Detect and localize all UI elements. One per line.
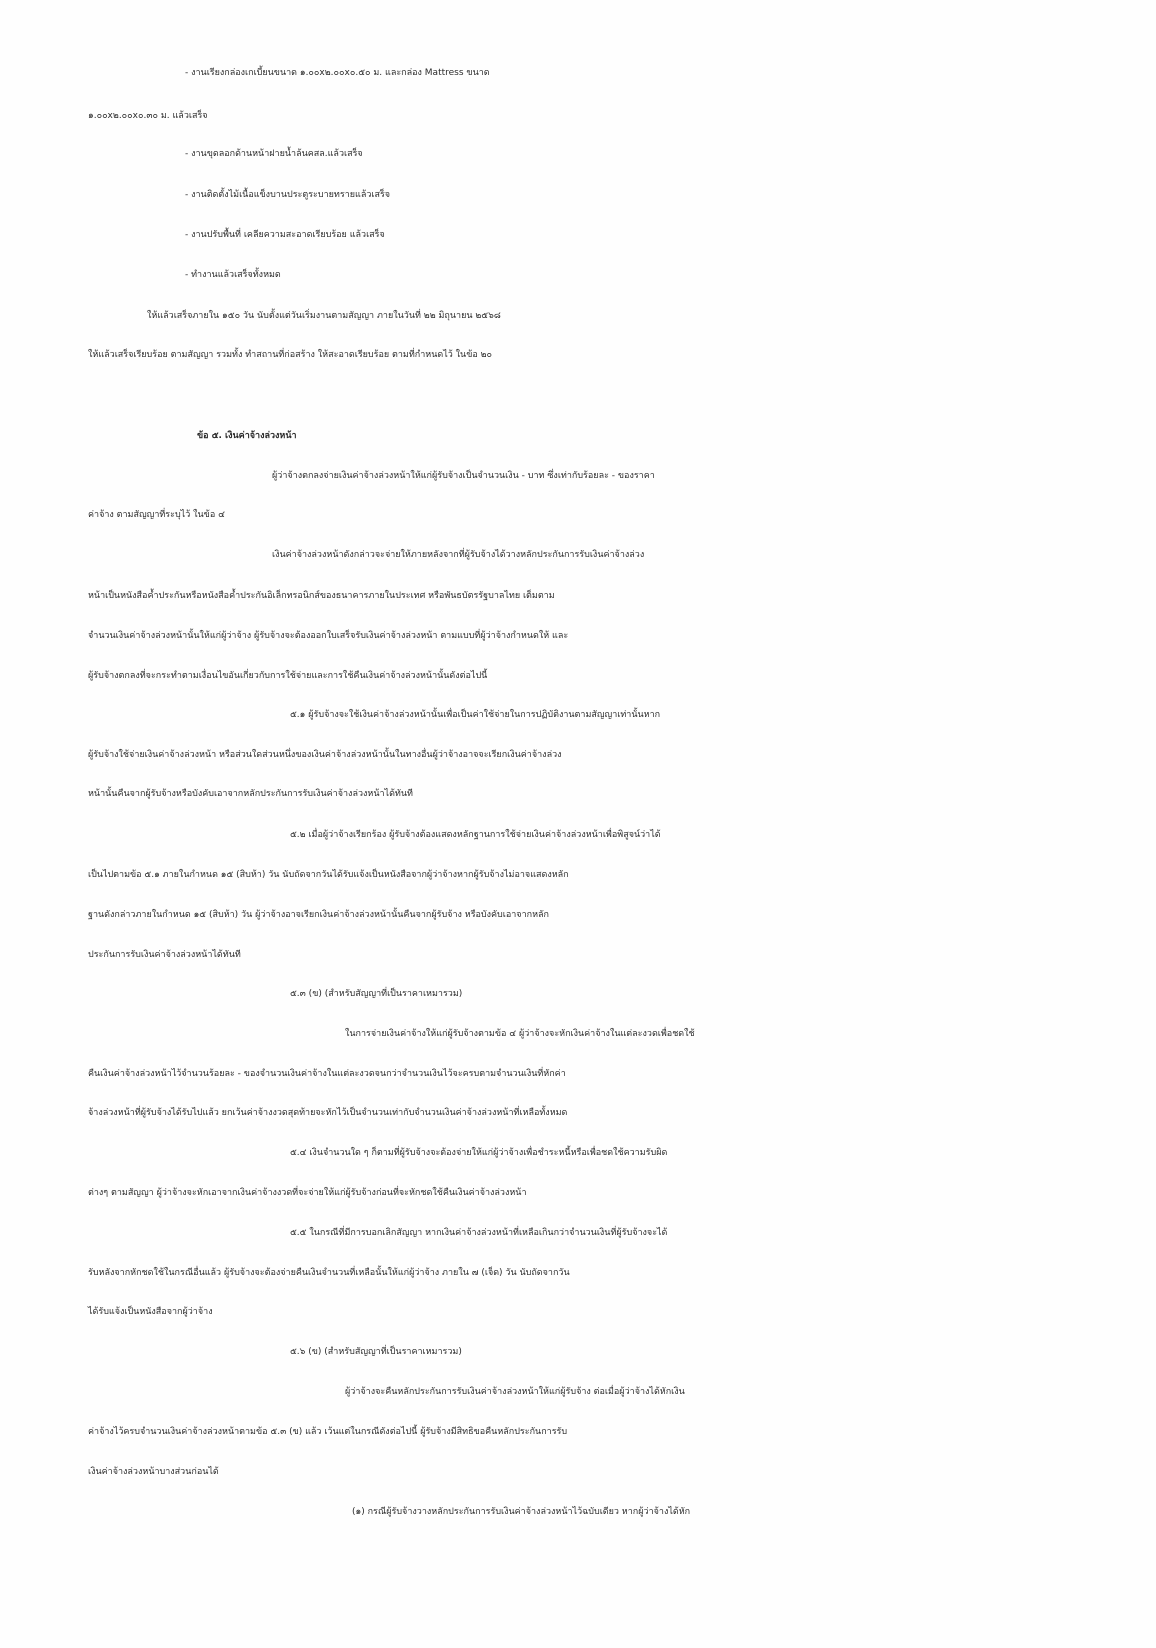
text-line: ประกันการรับเงินค่าจ้างล่วงหน้าได้ทันที xyxy=(88,950,241,960)
text-line: หน้าเป็นหนังสือค้ำประกันหรือหนังสือค้ำประกันอิเล็กทรอนิกส์ของธนาคารภายในประเทศ หรือพันธบัตรรัฐบาลไทย เต็มตาม xyxy=(88,591,555,601)
text-line: ผู้รับจ้างตกลงที่จะกระทำตามเงื่อนไขอันเกี่ยวกับการใช้จ่ายและการใช้คืนเงินค่าจ้างล่วงหน้านั้นดังต่อไปนี้ xyxy=(88,671,488,681)
text-line: ให้แล้วเสร็จภายใน ๑๕๐ วัน นับตั้งแต่วันเริ่มงานตามสัญญา ภายในวันที่ ๒๒ มิถุนายน ๒๕๖๘ xyxy=(147,311,501,321)
text-line: หน้านั้นคืนจากผู้รับจ้างหรือบังคับเอาจากหลักประกันการรับเงินค่าจ้างล่วงหน้าได้ทันที xyxy=(88,789,413,799)
text-line: เป็นไปตามข้อ ๕.๑ ภายในกำหนด ๑๕ (สิบห้า) วัน นับถัดจากวันได้รับแจ้งเป็นหนังสือจากผู้ว่าจ้างหากผู้รับจ้างไม่อาจแสดงหลัก xyxy=(88,870,569,880)
text-line: (๑) กรณีผู้รับจ้างวางหลักประกันการรับเงินค่าจ้างล่วงหน้าไว้ฉบับเดียว หากผู้ว่าจ้างได้หัก xyxy=(352,1507,691,1517)
text-line: เงินค่าจ้างล่วงหน้าดังกล่าวจะจ่ายให้ภายหลังจากที่ผู้รับจ้างได้วางหลักประกันการรับเงินค่าจ้างล่วง xyxy=(272,550,645,560)
text-line: คืนเงินค่าจ้างล่วงหน้าไว้จำนวนร้อยละ - ของจำนวนเงินค่าจ้างในแต่ละงวดจนกว่าจำนวนเงินไว้จะครบตามจำนวนเงินที่หักค่า xyxy=(88,1069,566,1079)
text-line: ค่าจ้าง ตามสัญญาที่ระบุไว้ ในข้อ ๔ xyxy=(88,510,225,520)
text-line: - งานเรียงกล่องเกเบี้ยนขนาด ๑.๐๐x๒.๐๐x๐.๕๐ ม. และกล่อง Mattress ขนาด xyxy=(185,68,490,78)
text-line: - งานติดตั้งไม้เนื้อแข็งบานประตูระบายทรายแล้วเสร็จ xyxy=(185,190,391,200)
text-line: จ้างล่วงหน้าที่ผู้รับจ้างได้รับไปแล้ว ยกเว้นค่าจ้างงวดสุดท้ายจะหักไว้เป็นจำนวนเท่ากับจำนวนเงินค่าจ้างล่วงหน้าที่เหลือทั้งหมด xyxy=(88,1108,568,1118)
text-line: - ทำงานแล้วเสร็จทั้งหมด xyxy=(185,270,281,280)
text-line: ผู้ว่าจ้างตกลงจ่ายเงินค่าจ้างล่วงหน้าให้แก่ผู้รับจ้างเป็นจำนวนเงิน - บาท ซึ่งเท่ากับร้อยละ - ของราคา xyxy=(272,471,655,481)
text-line: ในการจ่ายเงินค่าจ้างให้แก่ผู้รับจ้างตามข้อ ๔ ผู้ว่าจ้างจะหักเงินค่าจ้างในแต่ละงวดเพื่อชดใช้ xyxy=(345,1029,695,1039)
text-line: ๕.๕ ในกรณีที่มีการบอกเลิกสัญญา หากเงินค่าจ้างล่วงหน้าที่เหลือเกินกว่าจำนวนเงินที่ผู้รับจ้างจะได้ xyxy=(290,1228,668,1238)
text-line: ผู้รับจ้างใช้จ่ายเงินค่าจ้างล่วงหน้า หรือส่วนใดส่วนหนึ่งของเงินค่าจ้างล่วงหน้านั้นในทางอื่นผู้ว่าจ้างอาจจะเรียกเงินค่าจ้างล่วง xyxy=(88,750,562,760)
text-line: ต่างๆ ตามสัญญา ผู้ว่าจ้างจะหักเอาจากเงินค่าจ้างงวดที่จะจ่ายให้แก่ผู้รับจ้างก่อนที่จะหักชดใช้คืนเงินค่าจ้างล่วงหน้า xyxy=(88,1188,527,1198)
text-line: ๕.๑ ผู้รับจ้างจะใช้เงินค่าจ้างล่วงหน้านั้นเพื่อเป็นค่าใช้จ่ายในการปฏิบัติงานตามสัญญาเท่านั้นหาก xyxy=(290,710,661,720)
text-line: ๕.๓ (ข) (สำหรับสัญญาที่เป็นราคาเหมารวม) xyxy=(290,989,463,999)
text-line: ๕.๒ เมื่อผู้ว่าจ้างเรียกร้อง ผู้รับจ้างต้องแสดงหลักฐานการใช้จ่ายเงินค่าจ้างล่วงหน้าเพื่อพิสูจน์ว่าได้ xyxy=(290,830,661,840)
text-line: ๕.๔ เงินจำนวนใด ๆ ก็ตามที่ผู้รับจ้างจะต้องจ่ายให้แก่ผู้ว่าจ้างเพื่อชำระหนี้หรือเพื่อชดใช้ความรับผิด xyxy=(290,1148,668,1158)
text-line: ฐานดังกล่าวภายในกำหนด ๑๕ (สิบห้า) วัน ผู้ว่าจ้างอาจเรียกเงินค่าจ้างล่วงหน้านั้นคืนจากผู้รับจ้าง หรือบังคับเอาจากหลัก xyxy=(88,910,549,920)
text-line: ให้แล้วเสร็จเรียบร้อย ตามสัญญา รวมทั้ง ทำสถานที่ก่อสร้าง ให้สะอาดเรียบร้อย ตามที่กำหนดไว้ ในข้อ ๒๐ xyxy=(88,350,493,360)
text-line: ได้รับแจ้งเป็นหนังสือจากผู้ว่าจ้าง xyxy=(88,1307,213,1317)
text-line: ค่าจ้างไว้ครบจำนวนเงินค่าจ้างล่วงหน้าตามข้อ ๕.๓ (ข) แล้ว เว้นแต่ในกรณีดังต่อไปนี้ ผู้รับจ้างมีสิทธิขอคืนหลักประกันการรับ xyxy=(88,1427,568,1437)
text-line: - งานขุดลอกด้านหน้าฝายน้ำล้นคสล.แล้วเสร็จ xyxy=(185,149,363,159)
section-heading: ข้อ ๕. เงินค่าจ้างล่วงหน้า xyxy=(197,431,297,441)
text-line: รับหลังจากหักชดใช้ในกรณีอื่นแล้ว ผู้รับจ้างจะต้องจ่ายคืนเงินจำนวนที่เหลือนั้นให้แก่ผู้ว่าจ้าง ภายใน ๗ (เจ็ด) วัน นับถัดจากวัน xyxy=(88,1268,570,1278)
text-line: - งานปรับพื้นที่ เคลียความสะอาดเรียบร้อย แล้วเสร็จ xyxy=(185,230,385,240)
text-line: ผู้ว่าจ้างจะคืนหลักประกันการรับเงินค่าจ้างล่วงหน้าให้แก่ผู้รับจ้าง ต่อเมื่อผู้ว่าจ้างได้หักเงิน xyxy=(345,1387,685,1397)
text-line: เงินค่าจ้างล่วงหน้าบางส่วนก่อนได้ xyxy=(88,1467,219,1477)
text-line: ๕.๖ (ข) (สำหรับสัญญาที่เป็นราคาเหมารวม) xyxy=(290,1347,462,1357)
text-line: จำนวนเงินค่าจ้างล่วงหน้านั้นให้แก่ผู้ว่าจ้าง ผู้รับจ้างจะต้องออกใบเสร็จรับเงินค่าจ้างล่วงหน้า ตามแบบที่ผู้ว่าจ้างกำหนดให้ และ xyxy=(88,631,569,641)
text-line: ๑.๐๐x๒.๐๐x๐.๓๐ ม. แล้วเสร็จ xyxy=(88,111,208,121)
